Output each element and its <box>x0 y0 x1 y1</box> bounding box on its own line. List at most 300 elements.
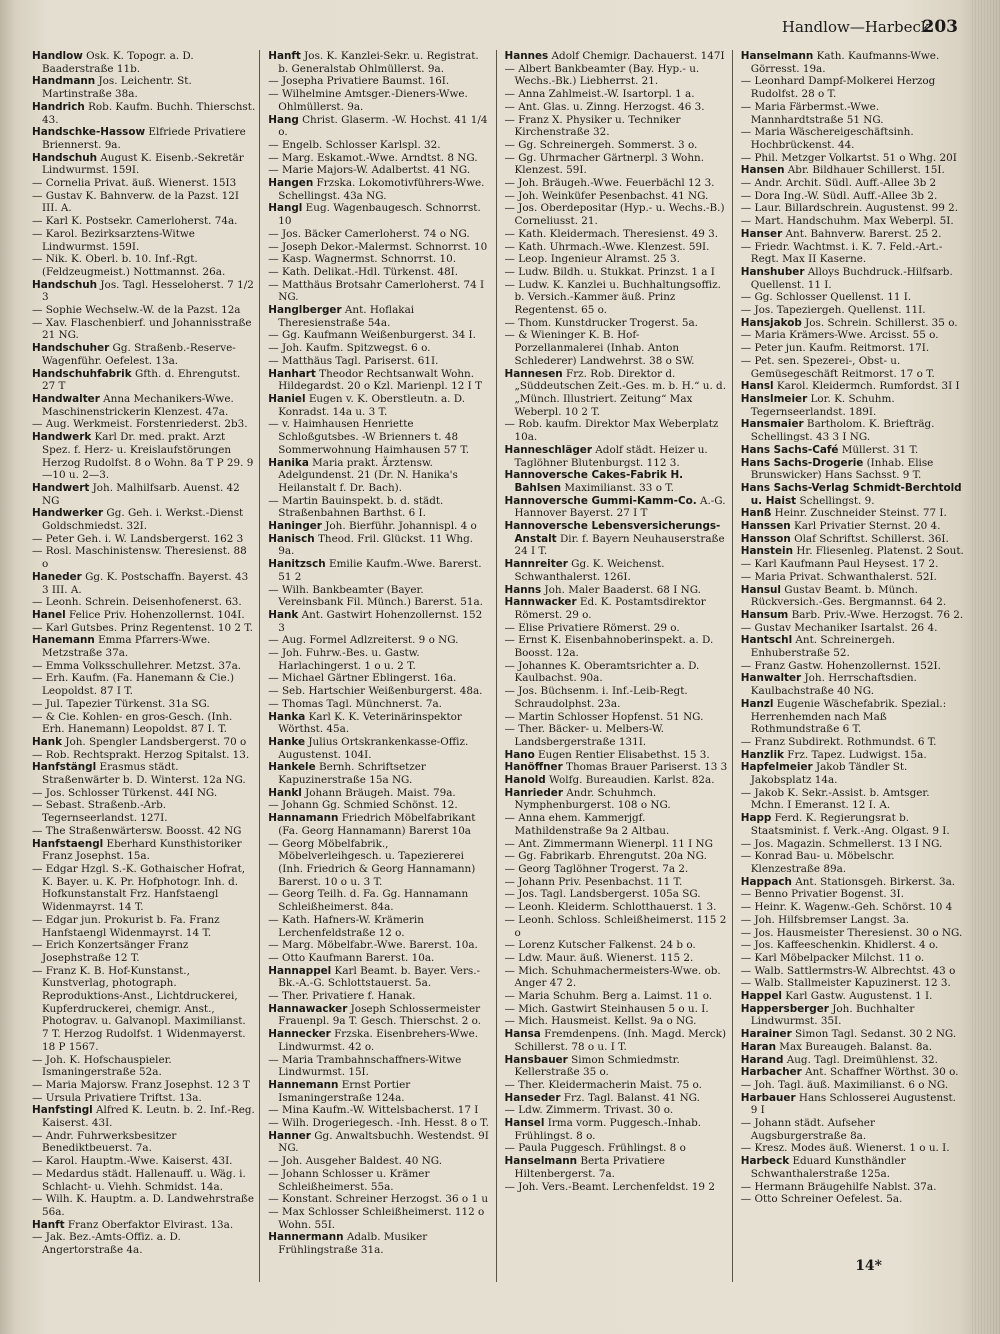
directory-entry <box>32 825 255 838</box>
directory-entry <box>505 876 728 889</box>
entry-text: — Cornelia Privat. äuß. Wienerst. 15I3 <box>32 177 237 190</box>
directory-entry <box>268 1079 491 1104</box>
entry-text: — Ludw. K. Kanzlei u. Buchhaltungsoffiz. b. Versich.-Kammer äuß. Prinz Regentenst. 65 o. <box>504 278 721 317</box>
entry-surname: Haneder <box>32 570 82 583</box>
entry-text: — Otto Schreiner Oefelest. 5a. <box>740 1193 903 1206</box>
entry-surname: Hanel <box>32 608 66 621</box>
directory-entry <box>268 1130 491 1155</box>
entry-text: — Joh. Kaufm. Spitzwegst. 6 o. <box>268 342 431 355</box>
entry-text: — Mina Kaufm.-W. Wittelsbacherst. 17 I <box>268 1104 479 1117</box>
entry-text: — Erh. Kaufm. (Fa. Hanemann & Cie.) Leopoldst. 87 I T. <box>32 672 235 698</box>
entry-text: — Andr. Fuhrwerksbesitzer Benediktbeuerst. 7a. <box>32 1129 177 1155</box>
directory-entry <box>268 329 491 342</box>
directory-entry <box>741 241 964 266</box>
entry-text: — Martin Schlosser Hopfenst. 51 NG. <box>504 710 704 723</box>
entry-surname: Hannoversche Lebensversicherungs-Anstalt <box>504 520 721 545</box>
entry-surname: Hansjakob <box>740 316 802 329</box>
entry-text: — Johann Priv. Pesenbachst. 11 T. <box>504 875 683 888</box>
directory-entry <box>505 50 728 63</box>
entry-surname: Hansmaier <box>740 418 804 431</box>
directory-entry <box>32 75 255 100</box>
entry-surname: Hang <box>268 113 299 126</box>
directory-entry <box>741 1054 964 1067</box>
directory-entry <box>32 431 255 482</box>
directory-entry <box>268 164 491 177</box>
directory-entry <box>268 838 491 889</box>
directory-entry <box>505 520 728 558</box>
entry-surname: Hans Sachs-Verlag Schmidt-Berchtold u. Haist <box>740 481 962 507</box>
entry-surname: Hannoversche Gummi-Kamm-Co. <box>504 494 697 507</box>
directory-entry <box>32 101 255 126</box>
entry-text: — Hermann Bräugehilfe Nablst. 37a. <box>740 1180 937 1193</box>
directory-entry <box>505 266 728 279</box>
directory-entry <box>741 990 964 1003</box>
directory-entry <box>32 1155 255 1168</box>
entry-surname: Harbacher <box>740 1066 802 1079</box>
directory-entry <box>741 660 964 673</box>
directory-entry <box>505 469 728 494</box>
entry-text: — Maria Trambahnschaffners-Witwe Lindwurmst. 15I. <box>268 1053 462 1079</box>
directory-entry <box>32 1054 255 1079</box>
directory-entry <box>741 558 964 571</box>
entry-surname: Handmann <box>32 75 96 88</box>
directory-entry <box>268 558 491 583</box>
entry-surname: Hanemann <box>32 634 95 647</box>
entry-text: — Jos. Bäcker Camerloherst. 74 o NG. <box>268 227 470 240</box>
directory-entry <box>268 1231 491 1256</box>
entry-text: Ant. Schaffner Wörthst. 30 o. <box>801 1066 959 1079</box>
entry-text: — Phil. Metzger Volkartst. 51 o Whg. 20I <box>740 151 957 164</box>
entry-text: — Wilh. Drogeriegesch. -Inh. Hesst. 8 o T. <box>268 1117 489 1130</box>
entry-surname: Hanfstaengl <box>32 837 104 850</box>
directory-entry <box>268 685 491 698</box>
column-1 <box>28 50 260 1282</box>
directory-entry <box>741 126 964 151</box>
directory-entry <box>32 711 255 736</box>
directory-entry <box>32 317 255 342</box>
directory-entry <box>741 977 964 990</box>
entry-text: — Walb. Stallmeister Kapuzinerst. 12 3. <box>740 977 951 990</box>
directory-entry <box>32 622 255 635</box>
directory-entry <box>268 266 491 279</box>
directory-entry <box>32 1219 255 1232</box>
entry-text: — Leop. Ingenieur Alramst. 25 3. <box>504 253 680 266</box>
entry-text: — Gg. Schlosser Quellenst. 11 I. <box>740 291 912 304</box>
entry-text: Kath. Kaufmanns-Wwe. Görresst. 19a. <box>750 50 940 75</box>
entry-text: Irma vorm. Puggesch.-Inhab. Frühlingst. 8 o. <box>514 1117 702 1142</box>
entry-text: — Seb. Hartschier Weißenburgerst. 48a. <box>268 685 483 698</box>
directory-entry <box>741 939 964 952</box>
entry-text: — Kath. Delikat.-Hdl. Türkenst. 48I. <box>268 265 459 278</box>
entry-text: Eduard Kunsthändler Schwanthalerstraße 125a. <box>750 1155 906 1180</box>
directory-entry <box>741 101 964 126</box>
entry-surname: Hansl <box>740 380 774 393</box>
directory-entry <box>268 75 491 88</box>
entry-surname: Hanshuber <box>740 265 805 278</box>
directory-entry <box>741 571 964 584</box>
entry-surname: Hanß <box>740 507 772 520</box>
entry-text: — Georg Teilh. d. Fa. Gg. Hannamann Schleißheimerst. 84a. <box>268 888 469 914</box>
directory-entry <box>32 393 255 418</box>
entry-text: Frz. Rob. Direktor d. „Süddeutschen Zeit.-Ges. m. b. H.“ u. d. „Münch. Illustriert. Zeitung“ Max Weberpl. 10 2 T. <box>514 367 727 418</box>
entry-text: Jakob Tändler St. Jakobsplatz 14a. <box>750 761 908 787</box>
entry-text: Theod. Fril. Glückst. 11 Whg. 9a. <box>278 532 474 558</box>
directory-entry <box>741 215 964 228</box>
entry-surname: Hanfstingl <box>32 1104 93 1117</box>
directory-entry <box>505 990 728 1003</box>
entry-text: — Joh. Weinküfer Pesenbachst. 41 NG. <box>504 189 709 202</box>
directory-entry <box>268 609 491 634</box>
entry-text: — Karol. Hauptm.-Wwe. Kaiserst. 43I. <box>32 1155 233 1168</box>
directory-entry <box>505 495 728 520</box>
directory-entry <box>741 418 964 443</box>
entry-text: — Marg. Möbelfabr.-Wwe. Barerst. 10a. <box>268 939 478 952</box>
directory-entry <box>741 736 964 749</box>
directory-entry <box>505 202 728 227</box>
directory-entry <box>505 329 728 367</box>
entry-text: — & Wieninger K. B. Hof-Porzellanmalerei (Inhab. Anton Schlederer) Landwehrst. 38 o SW. <box>504 329 695 367</box>
directory-entry <box>505 952 728 965</box>
entry-surname: Hanselmann <box>504 1155 578 1168</box>
directory-entry <box>32 152 255 177</box>
directory-entry <box>32 304 255 317</box>
entry-text: Johann Bräugeh. Maist. 79a. <box>301 786 456 799</box>
entry-surname: Hannamann <box>268 812 339 825</box>
directory-entry <box>268 1117 491 1130</box>
entry-text: Rob. Kaufm. Buchh. Thierschst. 43. <box>42 100 256 126</box>
entry-surname: Hansbauer <box>504 1053 568 1066</box>
directory-entry <box>505 1015 728 1028</box>
directory-entry <box>505 812 728 837</box>
entry-text: — Anna Zahlmeist.-W. Isartorpl. 1 a. <box>504 88 695 101</box>
entry-surname: Hank <box>32 735 63 748</box>
directory-entry <box>268 202 491 227</box>
directory-entry <box>505 1181 728 1194</box>
entry-text: Eugenie Wäschefabrik. Spezial.: Herrenhemden nach Maß Rothmundstraße 6 T. <box>750 697 947 736</box>
entry-surname: Hannawacker <box>268 1002 348 1015</box>
directory-entry <box>268 634 491 647</box>
directory-entry <box>32 787 255 800</box>
entry-text: Andr. Schuhmch. Nymphenburgerst. 108 o NG. <box>514 786 671 812</box>
entry-surname: Hanneschläger <box>504 443 592 456</box>
directory-entry <box>268 1104 491 1117</box>
directory-entry <box>505 838 728 851</box>
directory-entry <box>32 342 255 367</box>
directory-entry <box>268 304 491 329</box>
entry-surname: Hanns <box>504 583 542 596</box>
directory-entry <box>741 876 964 889</box>
entry-surname: Happach <box>740 875 792 888</box>
entry-text: Alloys Buchdruck.-Hilfsarb. Quellenst. 11 I. <box>750 265 953 291</box>
directory-entry <box>741 342 964 355</box>
directory-entry <box>268 418 491 456</box>
entry-text: Bartholom. K. Briefträg. Schellingst. 43 3 I NG. <box>750 418 935 444</box>
entry-text: — Emma Volksschullehrer. Metzst. 37a. <box>32 659 242 672</box>
entry-surname: Hanzlik <box>740 748 784 761</box>
directory-entry <box>32 1092 255 1105</box>
directory-entry <box>505 1155 728 1180</box>
directory-entry <box>268 990 491 1003</box>
entry-text: Ant. Schreinergeh. Enhuberstraße 52. <box>750 634 896 660</box>
entry-text: — Jos. Schlosser Türkenst. 44I NG. <box>32 786 218 799</box>
entry-surname: Hanzl <box>740 697 774 710</box>
directory-entry <box>268 520 491 533</box>
directory-entry <box>505 939 728 952</box>
entry-surname: Hanka <box>268 710 306 723</box>
directory-entry <box>268 799 491 812</box>
directory-entry <box>741 1155 964 1180</box>
directory-entry <box>32 177 255 190</box>
directory-entry <box>505 317 728 330</box>
entry-text: Gg. Anwaltsbuchh. Westendst. 9I NG. <box>278 1129 489 1155</box>
directory-entry <box>505 1003 728 1016</box>
entry-text: Simon Tagl. Sedanst. 30 2 NG. <box>791 1028 957 1041</box>
entry-surname: Handschuher <box>32 342 110 355</box>
directory-entry <box>32 1193 255 1218</box>
directory-entry <box>32 749 255 762</box>
directory-entry <box>741 761 964 786</box>
entry-surname: Happersberger <box>740 1002 829 1015</box>
entry-text: Elfriede Privatiere Briennerst. 9a. <box>42 126 246 151</box>
entry-text: Christ. Glaserm. -W. Hochst. 41 1/4 o. <box>278 113 488 139</box>
entry-surname: Harbauer <box>740 1091 796 1104</box>
entry-surname: Handwerker <box>32 507 104 520</box>
entry-text: — Karl Möbelpacker Milchst. 11 o. <box>740 951 925 964</box>
entry-text: Heinr. Zuschneider Steinst. 77 I. <box>771 507 947 520</box>
entry-surname: Hannecker <box>268 1028 331 1041</box>
entry-text: — & Cie. Kohlen- en gros-Gesch. (Inh. Erh. Hanemann) Leopoldst. 87 I. T. <box>32 710 233 736</box>
entry-text: — Maria Wäschereigeschäftsinh. Hochbrückenst. 44. <box>740 126 914 151</box>
entry-text: — Xav. Flaschenbierf. und Johannisstraße 21 NG. <box>32 316 252 342</box>
entry-text: — Edgar Hzgl. S.-K. Gothaischer Hofrat, K. Bayer. u. K. Pr. Hofphotogr. Inh. d. Hofkunstanstalt Frz. Hanfstaengl Widenmayrst. 14 T. <box>32 863 246 914</box>
directory-entry <box>505 63 728 88</box>
entry-text: — Ldw. Zimmerm. Trivast. 30 o. <box>504 1104 674 1117</box>
directory-entry <box>741 317 964 330</box>
directory-entry <box>505 685 728 710</box>
entry-surname: Hanft <box>268 50 301 62</box>
entry-text: Eugen v. K. Oberstleutn. a. D. Konradst. 14a u. 3 T. <box>278 392 466 418</box>
entry-text: Joh. Bierführ. Johannispl. 4 o <box>321 520 477 533</box>
entry-surname: Hapfelmeier <box>740 761 813 774</box>
entry-text: — Johann Schlosser u. Krämer Schleißheimerst. 55a. <box>268 1167 430 1193</box>
directory-entry <box>268 1193 491 1206</box>
entry-text: Jos. Leichentr. St. Martinstraße 38a. <box>42 75 192 101</box>
directory-entry <box>32 533 255 546</box>
entry-surname: Hanika <box>268 456 309 469</box>
entry-surname: Hangen <box>268 177 314 190</box>
directory-entry <box>268 342 491 355</box>
entry-surname: Haran <box>740 1040 776 1053</box>
entry-surname: Hankele <box>268 761 316 774</box>
entry-surname: Hano <box>504 748 535 761</box>
entry-surname: Hanft <box>32 1218 65 1231</box>
entry-text: Fremdenpens. (Inh. Magd. Merck) Schillerst. 78 o u. I T. <box>514 1028 727 1053</box>
entry-text: — Aug. Werkmeist. Forstenriederst. 2b3. <box>32 418 248 431</box>
entry-text: — v. Haimhausen Henriette Schloßgutsbes. -W Brienners t. 48 Sommerwohnung Haimhausen 57 T. <box>268 418 470 456</box>
directory-entry <box>268 698 491 711</box>
entry-text: — Thomas Tagl. Münchnerst. 7a. <box>268 697 442 710</box>
entry-text: August K. Eisenb.-Sekretär Lindwurmst. 159I. <box>42 151 244 177</box>
entry-text: — Ldw. Maur. äuß. Wienerst. 115 2. <box>504 951 694 964</box>
entry-surname: Hannes <box>504 50 549 62</box>
directory-entry <box>741 533 964 546</box>
directory-entry <box>505 749 728 762</box>
directory-entry <box>268 914 491 939</box>
entry-text: Ant. Stationsgeh. Birkerst. 3a. <box>791 875 956 888</box>
directory-entry <box>32 609 255 622</box>
directory-entry <box>505 558 728 583</box>
entry-text: — Walb. Sattlermstrs-W. Albrechtst. 43 o <box>740 964 956 977</box>
directory-entry <box>505 622 728 635</box>
directory-entry <box>505 1092 728 1105</box>
directory-entry <box>505 723 728 748</box>
entry-text: Thomas Brauer Pariserst. 13 3 <box>562 761 728 774</box>
directory-entry <box>741 622 964 635</box>
entry-surname: Happel <box>740 990 782 1003</box>
directory-entry <box>505 1104 728 1117</box>
entry-surname: Hansel <box>504 1117 545 1130</box>
entry-text: Gg. K. Weichenst. Schwanthalerst. 126I. <box>514 558 665 583</box>
directory-entry <box>268 228 491 241</box>
entry-text: — Sebast. Straßenb.-Arb. Tegernseerlandst. 127I. <box>32 799 168 825</box>
entry-surname: Hansul <box>740 583 781 596</box>
directory-entry <box>32 596 255 609</box>
directory-entry <box>268 952 491 965</box>
entry-text: — Friedr. Wachtmst. i. K. 7. Feld.-Art.-Regt. Max II Kaserne. <box>740 240 943 266</box>
entry-text: — Maria Privat. Schwanthalerst. 52I. <box>740 570 937 583</box>
entry-text: — Wilh. K. Hauptm. a. D. Landwehrstraße 56a. <box>32 1193 255 1218</box>
directory-entry <box>741 520 964 533</box>
directory-entry <box>32 545 255 570</box>
directory-entry <box>505 139 728 152</box>
entry-surname: Happ <box>740 812 772 825</box>
entry-surname: Harbeck <box>740 1155 790 1168</box>
directory-entry <box>505 241 728 254</box>
directory-entry <box>268 584 491 609</box>
entry-text: — Otto Kaufmann Barerst. 10a. <box>268 951 435 964</box>
directory-entry <box>268 888 491 913</box>
directory-entry <box>268 736 491 761</box>
entry-text: Wolfg. Bureaudien. Karlst. 82a. <box>545 774 715 787</box>
directory-entry <box>741 202 964 215</box>
directory-entry <box>741 457 964 482</box>
entry-text: — Jos. Büchsenm. i. Inf.-Leib-Regt. Schraudolphst. 23a. <box>504 685 688 710</box>
directory-entry <box>741 393 964 418</box>
directory-entry <box>268 114 491 139</box>
entry-text: — Rob. kaufm. Direktor Max Weberplatz 10a. <box>504 418 719 444</box>
directory-entry <box>505 965 728 990</box>
entry-text: Ed. K. Postamtsdirektor Römerst. 29 o. <box>514 596 706 621</box>
entry-surname: Hans Sachs-Drogerie <box>740 456 864 469</box>
entry-text: — Thom. Kunstdrucker Trogerst. 5a. <box>504 316 698 329</box>
entry-text: — Kath. Kleidermach. Theresienst. 49 3. <box>504 227 719 240</box>
entry-surname: Hans Sachs-Café <box>740 443 839 456</box>
entry-text: Maria prakt. Ärztensw. Adelgundenst. 21 (Dr. N. Hanika's Heilanstalt f. Dr. Bach). <box>278 456 458 494</box>
entry-text: Bernh. Schriftsetzer Kapuzinerstraße 15a NG. <box>278 761 426 787</box>
directory-entry <box>505 418 728 443</box>
entry-text: — Konrad Bau- u. Möbelschr. Klenzestraße 89a. <box>740 850 895 875</box>
entry-text: Karol. Kleidermch. Rumfordst. 3I I <box>773 380 960 393</box>
entry-surname: Hanrieder <box>504 786 563 799</box>
entry-text: Lor. K. Schuhm. Tegernseerlandst. 189I. <box>750 392 895 418</box>
directory-entry <box>741 507 964 520</box>
directory-entry <box>505 850 728 863</box>
entry-text: Frzska. Eisenbrehers-Wwe. Lindwurmst. 42 o. <box>278 1028 479 1053</box>
entry-text: — Gustav K. Bahnverw. de la Pazst. 12I III. A. <box>32 189 239 215</box>
directory-entry <box>505 1054 728 1079</box>
directory-entry <box>32 126 255 151</box>
directory-entry <box>32 698 255 711</box>
entry-text: Julius Ortskrankenkasse-Offiz. Augustenst. 104I. <box>278 735 469 761</box>
entry-text: Berta Privatiere Hiltenbergerst. 7a. <box>514 1155 665 1180</box>
directory-entry <box>505 1142 728 1155</box>
entry-text: — Maria Schuhm. Berg a. Laimst. 11 o. <box>504 990 713 1003</box>
directory-entry <box>741 965 964 978</box>
entry-text: Jos. K. Kanzlei-Sekr. u. Registrat. b. Generalstab Ohlmüllerst. 9a. <box>278 50 479 75</box>
entry-text: — Joseph Dekor.-Malermst. Schnorrst. 10 <box>268 240 488 253</box>
directory-entry <box>268 88 491 113</box>
entry-text: A.-G. Hannover Bayerst. 27 I T <box>514 494 726 520</box>
entry-text: Eberhard Kunsthistoriker Franz Josephst. 15a. <box>42 837 242 863</box>
entry-text: Maximilianst. 33 o T. <box>561 481 674 494</box>
directory-entry <box>32 914 255 939</box>
entry-text: — Leonh. Kleiderm. Schlotthauerst. 1 3. <box>504 901 717 914</box>
directory-entry <box>505 177 728 190</box>
directory-entry <box>741 1003 964 1028</box>
entry-text: — Mart. Handschuhm. Max Weberpl. 5I. <box>740 215 954 228</box>
directory-entry <box>741 355 964 380</box>
printer-signature: 14* <box>855 1258 882 1274</box>
directory-entry <box>32 190 255 215</box>
entry-text: Frz. Tagl. Balanst. 41 NG. <box>560 1091 700 1104</box>
entry-text: — Karl Kaufmann Paul Heysest. 17 2. <box>740 558 939 571</box>
directory-entry <box>268 253 491 266</box>
directory-entry <box>741 545 964 558</box>
entry-text: Eug. Wagenbaugesch. Schnorrst. 10 <box>278 202 481 228</box>
directory-entry <box>268 1028 491 1053</box>
entry-text: Osk. K. Topogr. a. D. Baaderstraße 11b. <box>42 50 194 75</box>
directory-entry <box>268 355 491 368</box>
directory-entry <box>505 901 728 914</box>
entry-text: — Martin Bauinspekt. b. d. städt. Straßenbahnen Barthst. 6 I. <box>268 494 444 520</box>
directory-entry <box>741 888 964 901</box>
directory-entry <box>32 660 255 673</box>
directory-entry <box>741 850 964 875</box>
entry-text: — Aug. Formel Adlzreiterst. 9 o NG. <box>268 634 459 647</box>
directory-entry <box>32 672 255 697</box>
entry-text: Gg. Straßenb.-Reserve-Wagenführ. Oefelest. 13a. <box>42 342 236 367</box>
entry-surname: Hanselmann <box>740 50 814 62</box>
entry-surname: Hanser <box>740 227 783 240</box>
directory-entry <box>741 584 964 609</box>
entry-text: — Albert Bankbeamter (Bay. Hyp.- u. Wechs.-Bk.) Liebherrst. 21. <box>504 62 700 88</box>
entry-surname: Handschuh <box>32 151 98 164</box>
entry-text: — Joh. Vers.-Beamt. Lerchenfeldst. 19 2 <box>504 1180 715 1193</box>
entry-text: Joh. Herrschaftsdien. Kaulbachstraße 40 NG. <box>750 672 917 698</box>
entry-surname: Handwerk <box>32 431 92 444</box>
entry-text: Karl Dr. med. prakt. Arzt Spez. f. Herz- u. Kreislaufstörungen Herzog Rudolfst. 8 o Wohn. 8a T P 29. 9—10 u. 2—3. <box>42 431 254 482</box>
directory-entry <box>505 444 728 469</box>
entry-surname: Haniel <box>268 392 306 405</box>
directory-entry <box>505 1028 728 1053</box>
entry-text: Adolf Chemigr. Dachauerst. 147I <box>548 50 725 62</box>
directory-entry <box>268 368 491 393</box>
entry-surname: Hannermann <box>268 1231 344 1244</box>
directory-entry <box>741 672 964 697</box>
directory-entry <box>505 634 728 659</box>
entry-text: Joh. Spengler Landsbergerst. 70 o <box>62 735 247 748</box>
entry-text: — Jos. Hausmeister Theresienst. 30 o NG. <box>740 926 963 939</box>
